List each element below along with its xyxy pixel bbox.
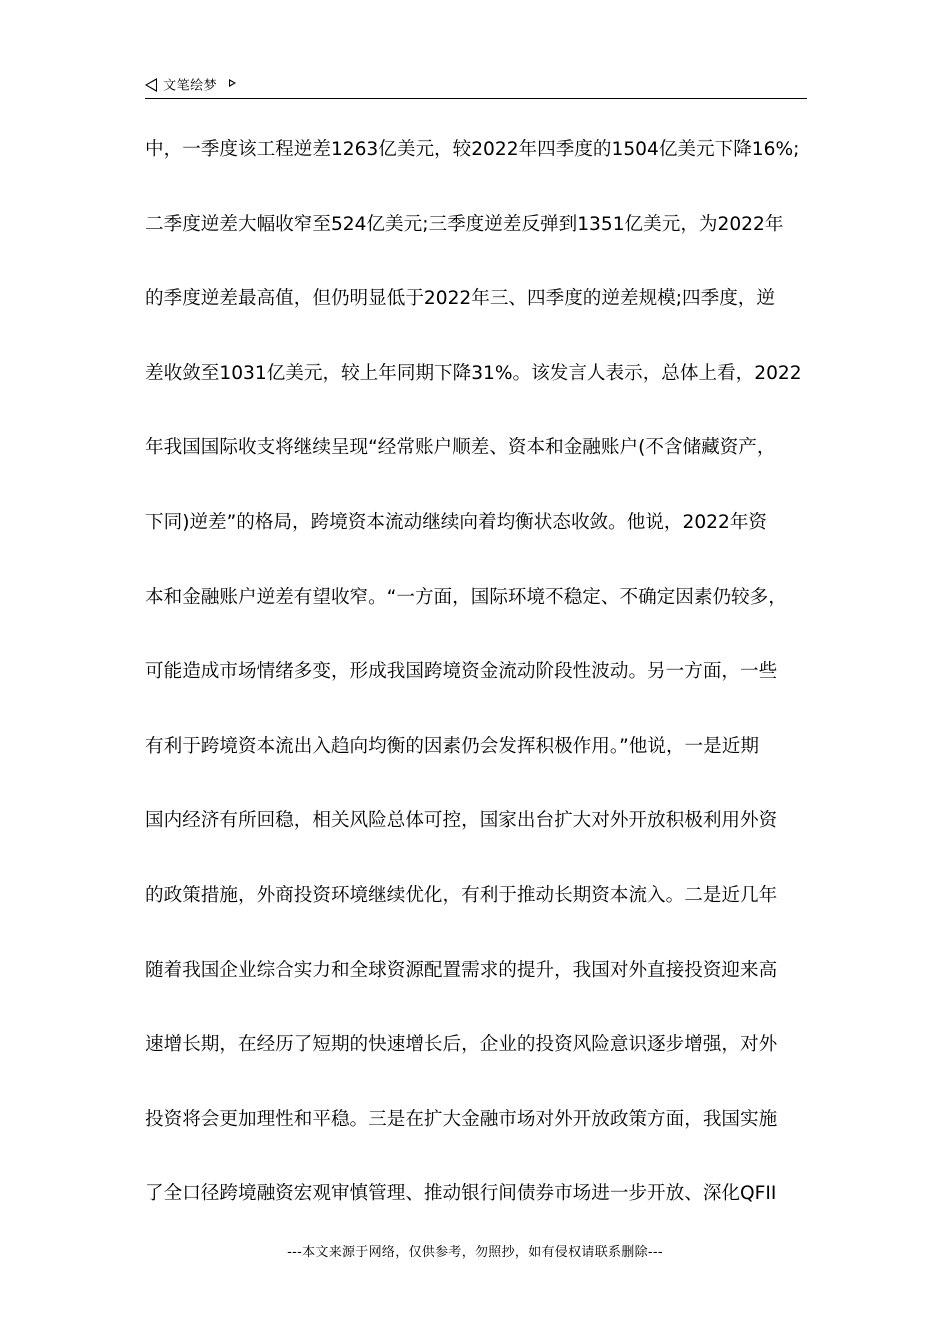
text-line: 本和金融账户逆差有望收窄。“一方面，国际环境不稳定、不确定因素仍较多， bbox=[145, 586, 787, 608]
text-line: 差收敛至1031亿美元，较上年同期下降31%。该发言人表示，总体上看，2022 bbox=[145, 362, 802, 384]
header-title: 文笔绘梦 bbox=[163, 78, 218, 94]
text-line: 国内经济有所回稳，相关风险总体可控，国家出台扩大对外开放积极利用外资 bbox=[145, 810, 778, 832]
text-line: 二季度逆差大幅收窄至524亿美元;三季度逆差反弹到1351亿美元，为2022年 bbox=[145, 213, 784, 235]
triangle-right-icon bbox=[229, 79, 236, 87]
text-line: 了全口径跨境融资宏观审慎管理、推动银行间债券市场进一步开放、深化QFII bbox=[145, 1183, 777, 1205]
text-line: 投资将会更加理性和平稳。三是在扩大金融市场对外开放政策方面，我国实施 bbox=[145, 1108, 778, 1130]
text-line: 速增长期，在经历了短期的快速增长后，企业的投资风险意识逐步增强，对外 bbox=[145, 1034, 778, 1056]
text-line: 有利于跨境资本流出入趋向均衡的因素仍会发挥积极作用。”他说，一是近期 bbox=[145, 735, 759, 757]
text-line: 年我国国际收支将继续呈现“经常账户顺差、资本和金融账户(不含储藏资产， bbox=[145, 437, 776, 459]
document-body bbox=[145, 130, 807, 1249]
triangle-left-icon bbox=[145, 78, 157, 92]
text-line: 的季度逆差最高值，但仍明显低于2022年三、四季度的逆差规模;四季度，逆 bbox=[145, 288, 775, 310]
page-header bbox=[145, 76, 807, 99]
text-line: 中，一季度该工程逆差1263亿美元，较2022年四季度的1504亿美元下降16%; bbox=[145, 139, 800, 160]
text-line: 的政策措施，外商投资环境继续优化，有利于推动长期资本流入。二是近几年 bbox=[145, 884, 778, 906]
text-line: 可能造成市场情绪多变，形成我国跨境资金流动阶段性波动。另一方面，一些 bbox=[145, 661, 778, 683]
text-line: 下同)逆差”的格局，跨境资本流动继续向着均衡状态收敛。他说，2022年资 bbox=[145, 511, 768, 533]
page-footer: ---本文来源于网络，仅供参考，勿照抄，如有侵权请联系删除--- bbox=[287, 1245, 663, 1260]
text-line: 随着我国企业综合实力和全球资源配置需求的提升，我国对外直接投资迎来高 bbox=[145, 959, 778, 981]
